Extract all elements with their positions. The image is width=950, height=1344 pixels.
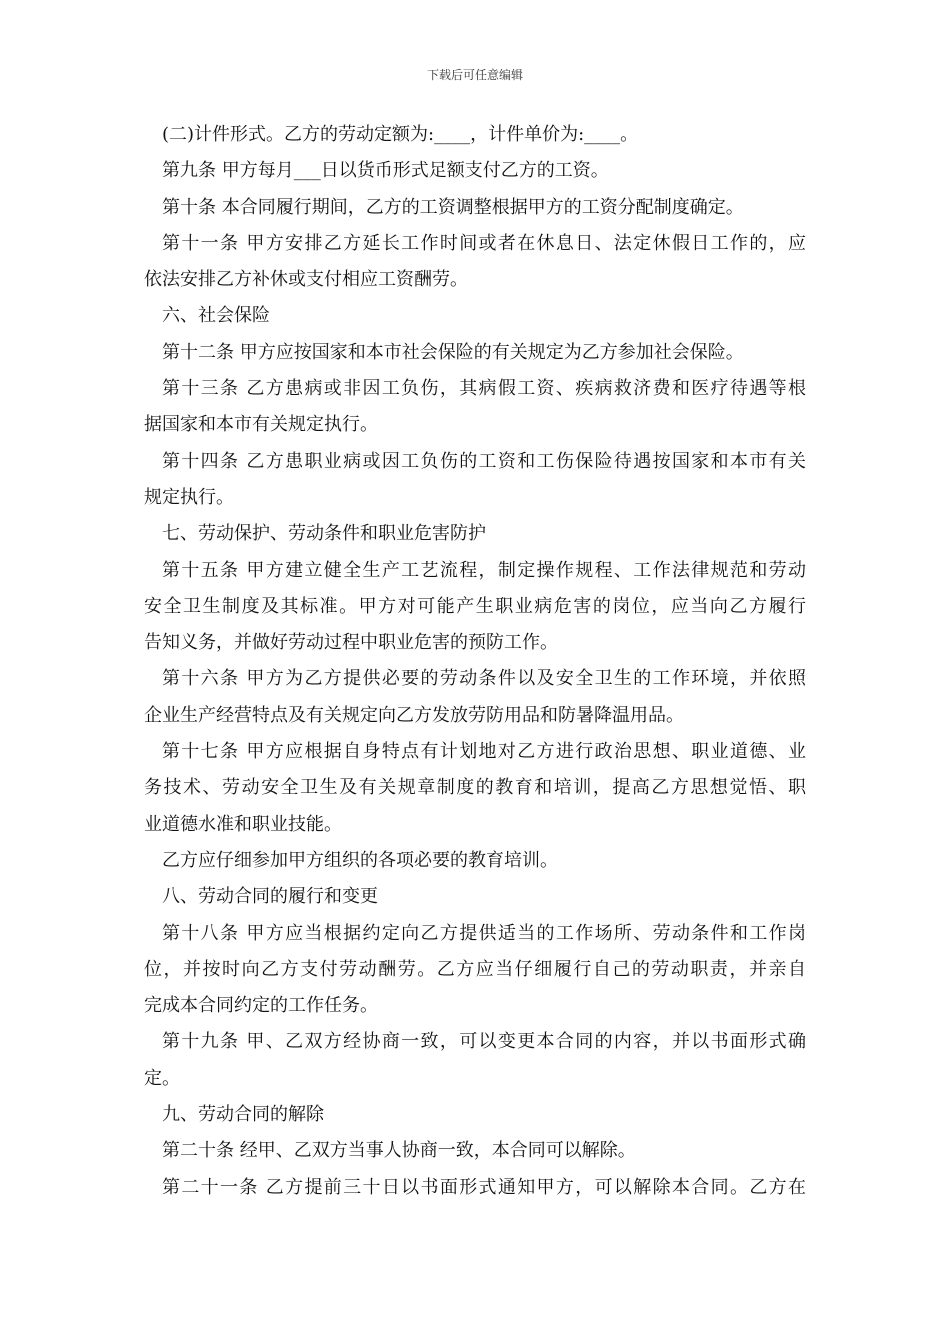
document-line: 第十条 本合同履行期间，乙方的工资调整根据甲方的工资分配制度确定。 (162, 196, 744, 218)
page-header-note: 下载后可任意编辑 (426, 68, 523, 82)
document-line: 第九条 甲方每月___日以货币形式足额支付乙方的工资。 (162, 160, 609, 182)
document-line: 第十九条 甲、乙双方经协商一致，可以变更本合同的内容，并以书面形式确 (162, 1031, 806, 1053)
document-line: 企业生产经营特点及有关规定向乙方发放劳防用品和防暑降温用品。 (144, 704, 684, 726)
document-line: 完成本合同约定的工作任务。 (144, 995, 378, 1017)
document-body (144, 117, 806, 1206)
document-line: 第十六条 甲方为乙方提供必要的劳动条件以及安全卫生的工作环境，并依照 (162, 668, 806, 690)
document-line: 安全卫生制度及其标准。甲方对可能产生职业病危害的岗位，应当向乙方履行 (144, 595, 806, 617)
document-line: 定。 (144, 1067, 180, 1089)
document-line: 业道德水准和职业技能。 (144, 813, 342, 835)
document-line: 第十八条 甲方应当根据约定向乙方提供适当的工作场所、劳动条件和工作岗 (162, 922, 806, 944)
document-line: 第十三条 乙方患病或非因工负伤，其病假工资、疾病救济费和医疗待遇等根 (162, 378, 806, 400)
document-line: 规定执行。 (144, 486, 234, 508)
document-line: 务技术、劳动安全卫生及有关规章制度的教育和培训，提高乙方思想觉悟、职 (144, 777, 806, 799)
document-line: 八、劳动合同的履行和变更 (162, 886, 378, 908)
document-line: 第十七条 甲方应根据自身特点有计划地对乙方进行政治思想、职业道德、业 (162, 741, 806, 763)
document-line: (二)计件形式。乙方的劳动定额为:____，计件单价为:____。 (162, 124, 639, 145)
document-line: 第十五条 甲方建立健全生产工艺流程，制定操作规程、工作法律规范和劳动 (162, 559, 806, 581)
document-line: 告知义务，并做好劳动过程中职业危害的预防工作。 (144, 632, 558, 654)
document-line: 第十四条 乙方患职业病或因工负伤的工资和工伤保险待遇按国家和本市有关 (162, 450, 806, 472)
document-line: 六、社会保险 (162, 305, 270, 327)
document-line: 乙方应仔细参加甲方组织的各项必要的教育培训。 (162, 849, 558, 871)
document-line: 第十二条 甲方应按国家和本市社会保险的有关规定为乙方参加社会保险。 (162, 341, 744, 363)
document-line: 位，并按时向乙方支付劳动酬劳。乙方应当仔细履行自己的劳动职责，并亲自 (144, 958, 806, 980)
document-line: 九、劳动合同的解除 (162, 1104, 324, 1126)
document-line: 第十一条 甲方安排乙方延长工作时间或者在休息日、法定休假日工作的，应 (162, 232, 806, 254)
document-line: 依法安排乙方补休或支付相应工资酬劳。 (144, 269, 468, 291)
document-line: 第二十一条 乙方提前三十日以书面形式通知甲方，可以解除本合同。乙方在 (162, 1176, 806, 1198)
document-line: 据国家和本市有关规定执行。 (144, 414, 378, 436)
document-line: 七、劳动保护、劳动条件和职业危害防护 (162, 523, 486, 545)
document-line: 第二十条 经甲、乙双方当事人协商一致，本合同可以解除。 (162, 1140, 636, 1162)
